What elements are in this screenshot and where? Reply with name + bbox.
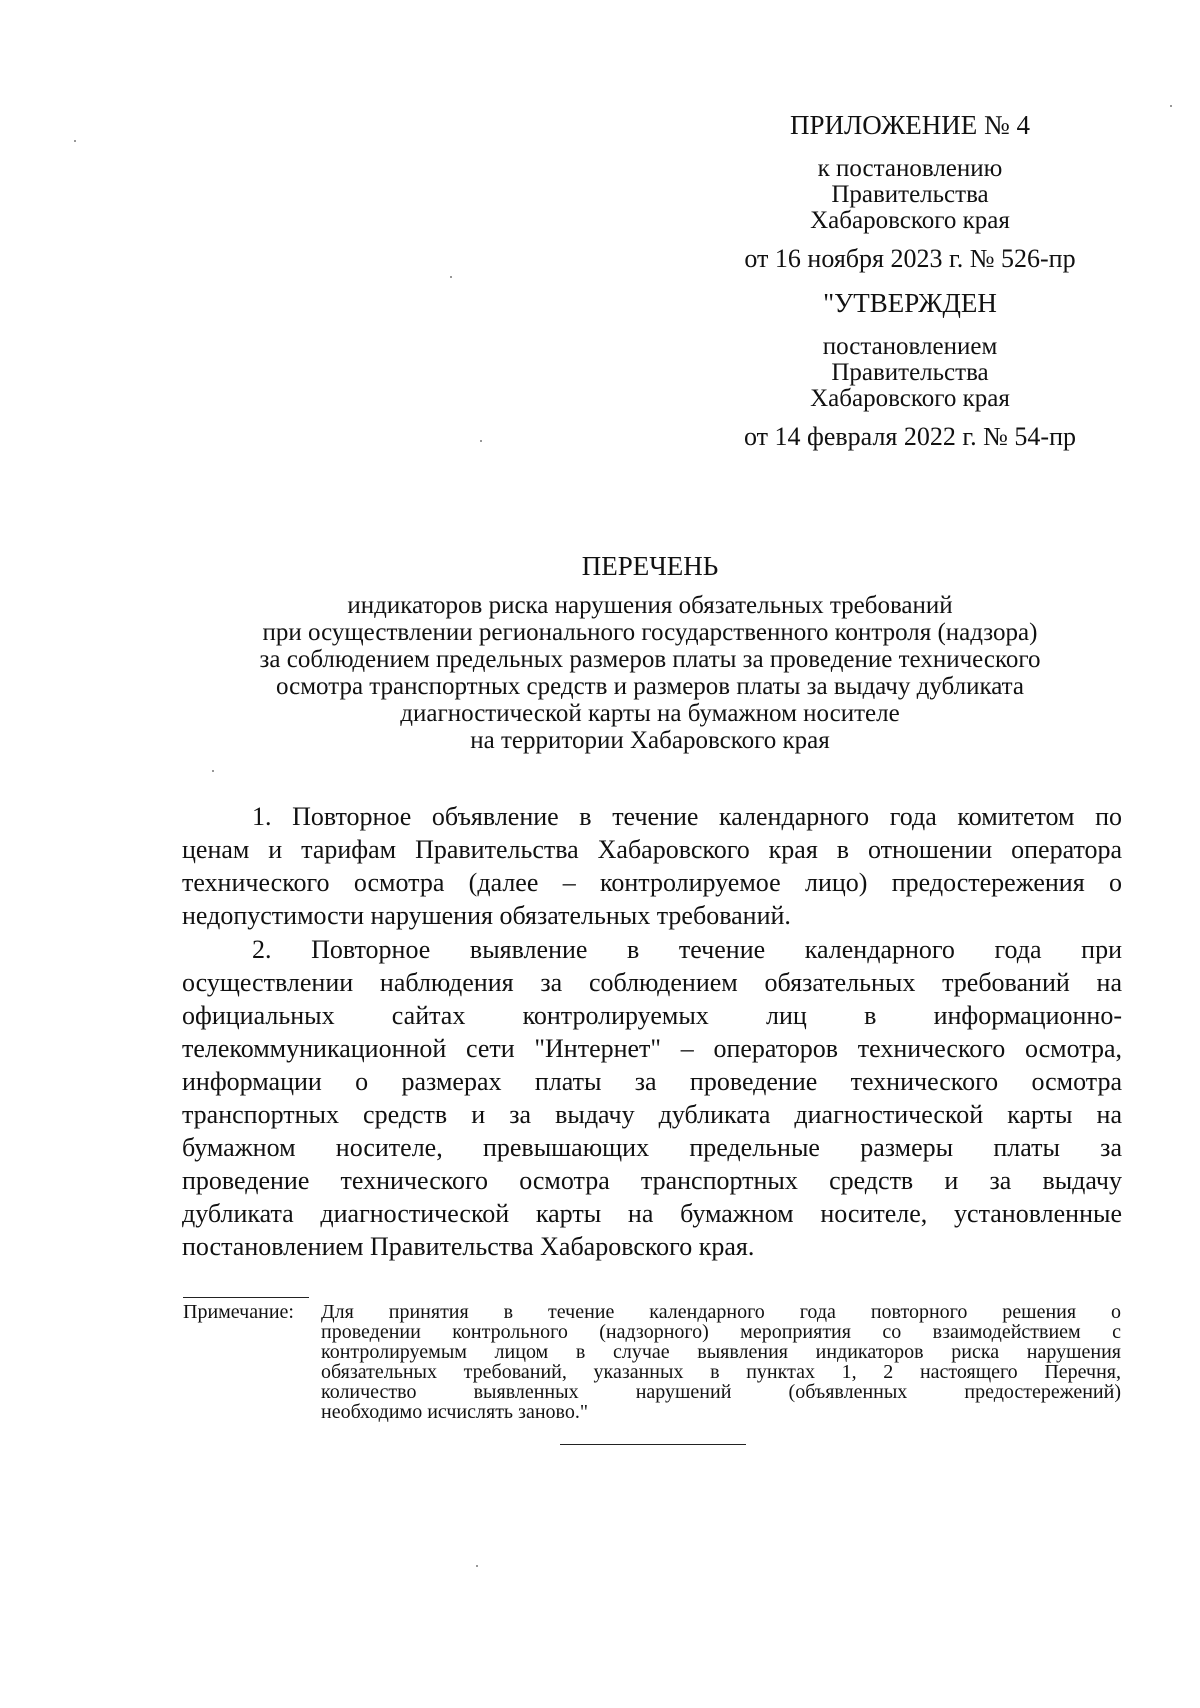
subtitle-line: индикаторов риска нарушения обязательных требований xyxy=(347,592,953,619)
footnote-label: Примечание: xyxy=(183,1301,294,1323)
to-resolution-line: к постановлению xyxy=(817,155,1003,182)
paragraph-line: ценам и тарифам Правительства Хабаровского края в отношении оператора xyxy=(182,835,1122,864)
scan-speck xyxy=(476,1565,478,1567)
appendix-heading: ПРИЛОЖЕНИЕ № 4 xyxy=(789,110,1031,140)
subtitle-line: за соблюдением предельных размеров платы за проведение технического xyxy=(259,646,1041,673)
footnote-line: контролируемым лицом в случае выявления индикаторов риска нарушения xyxy=(321,1341,1121,1363)
resolution-date: от 16 ноября 2023 г. № 526-пр xyxy=(744,244,1076,273)
subtitle-line: на территории Хабаровского края xyxy=(470,727,830,754)
scan-speck xyxy=(450,276,452,278)
by-resolution-line: постановлением xyxy=(822,333,998,360)
paragraph-line: бумажном носителе, превышающих предельные размеры платы за xyxy=(182,1133,1122,1162)
by-resolution-lines xyxy=(690,334,1130,412)
scan-speck xyxy=(1170,105,1172,107)
document-title-block xyxy=(180,550,1120,754)
to-resolution-line: Правительства xyxy=(831,181,989,208)
subtitle-line: диагностической карты на бумажном носителе xyxy=(400,700,900,727)
document-body xyxy=(182,800,1122,1264)
document-title: ПЕРЕЧЕНЬ xyxy=(581,551,719,581)
to-resolution-lines xyxy=(690,156,1130,234)
paragraph-line: проведение технического осмотра транспортных средств и за выдачу xyxy=(182,1166,1122,1195)
paragraph-line: 1. Повторное объявление в течение календарного года комитетом по xyxy=(252,802,1122,831)
paragraph-2 xyxy=(182,933,1122,1263)
paragraph-line: дубликата диагностической карты на бумажном носителе, установленные xyxy=(182,1199,1122,1228)
paragraph-line: технического осмотра (далее – контролируемое лицо) предостережения о xyxy=(182,868,1122,897)
footnote-line: Для принятия в течение календарного года повторного решения о xyxy=(321,1301,1121,1323)
by-resolution-line: Хабаровского края xyxy=(810,385,1010,412)
paragraph-line: официальных сайтах контролируемых лиц в информационно- xyxy=(182,1001,1122,1030)
by-resolution-line: Правительства xyxy=(831,359,989,386)
subtitle-line: при осуществлении регионального государственного контроля (надзора) xyxy=(262,619,1038,646)
footnote-line: обязательных требований, указанных в пунктах 1, 2 настоящего Перечня, xyxy=(321,1361,1121,1383)
approval-block xyxy=(690,108,1130,454)
paragraph-line: постановлением Правительства Хабаровского края. xyxy=(182,1232,755,1261)
footnote-line: количество выявленных нарушений (объявленных предостережений) xyxy=(321,1381,1121,1403)
paragraph-line: 2. Повторное выявление в течение календарного года при xyxy=(252,935,1122,964)
paragraph-line: телекоммуникационной сети "Интернет" – операторов технического осмотра, xyxy=(182,1034,1122,1063)
paragraph-line: осуществлении наблюдения за соблюдением обязательных требований на xyxy=(182,968,1122,997)
scan-speck xyxy=(212,770,214,772)
paragraph-1 xyxy=(182,800,1122,932)
document-subtitle xyxy=(180,592,1120,754)
approved-date: от 14 февраля 2022 г. № 54-пр xyxy=(744,422,1076,451)
footnote-line: проведении контрольного (надзорного) мероприятия со взаимодействием с xyxy=(321,1321,1121,1343)
footnote-text xyxy=(321,1302,1121,1422)
scan-speck xyxy=(74,140,76,142)
paragraph-line: информации о размерах платы за проведение технического осмотра xyxy=(182,1067,1122,1096)
to-resolution-line: Хабаровского края xyxy=(810,207,1010,234)
note-divider xyxy=(183,1297,309,1298)
end-divider xyxy=(560,1444,746,1445)
approved-heading: "УТВЕРЖДЕН xyxy=(823,288,997,318)
scan-speck xyxy=(480,440,482,442)
footnote-line: необходимо исчислять заново." xyxy=(321,1401,589,1423)
subtitle-line: осмотра транспортных средств и размеров платы за выдачу дубликата xyxy=(276,673,1024,700)
paragraph-line: транспортных средств и за выдачу дубликата диагностической карты на xyxy=(182,1100,1122,1129)
paragraph-line: недопустимости нарушения обязательных требований. xyxy=(182,901,791,930)
